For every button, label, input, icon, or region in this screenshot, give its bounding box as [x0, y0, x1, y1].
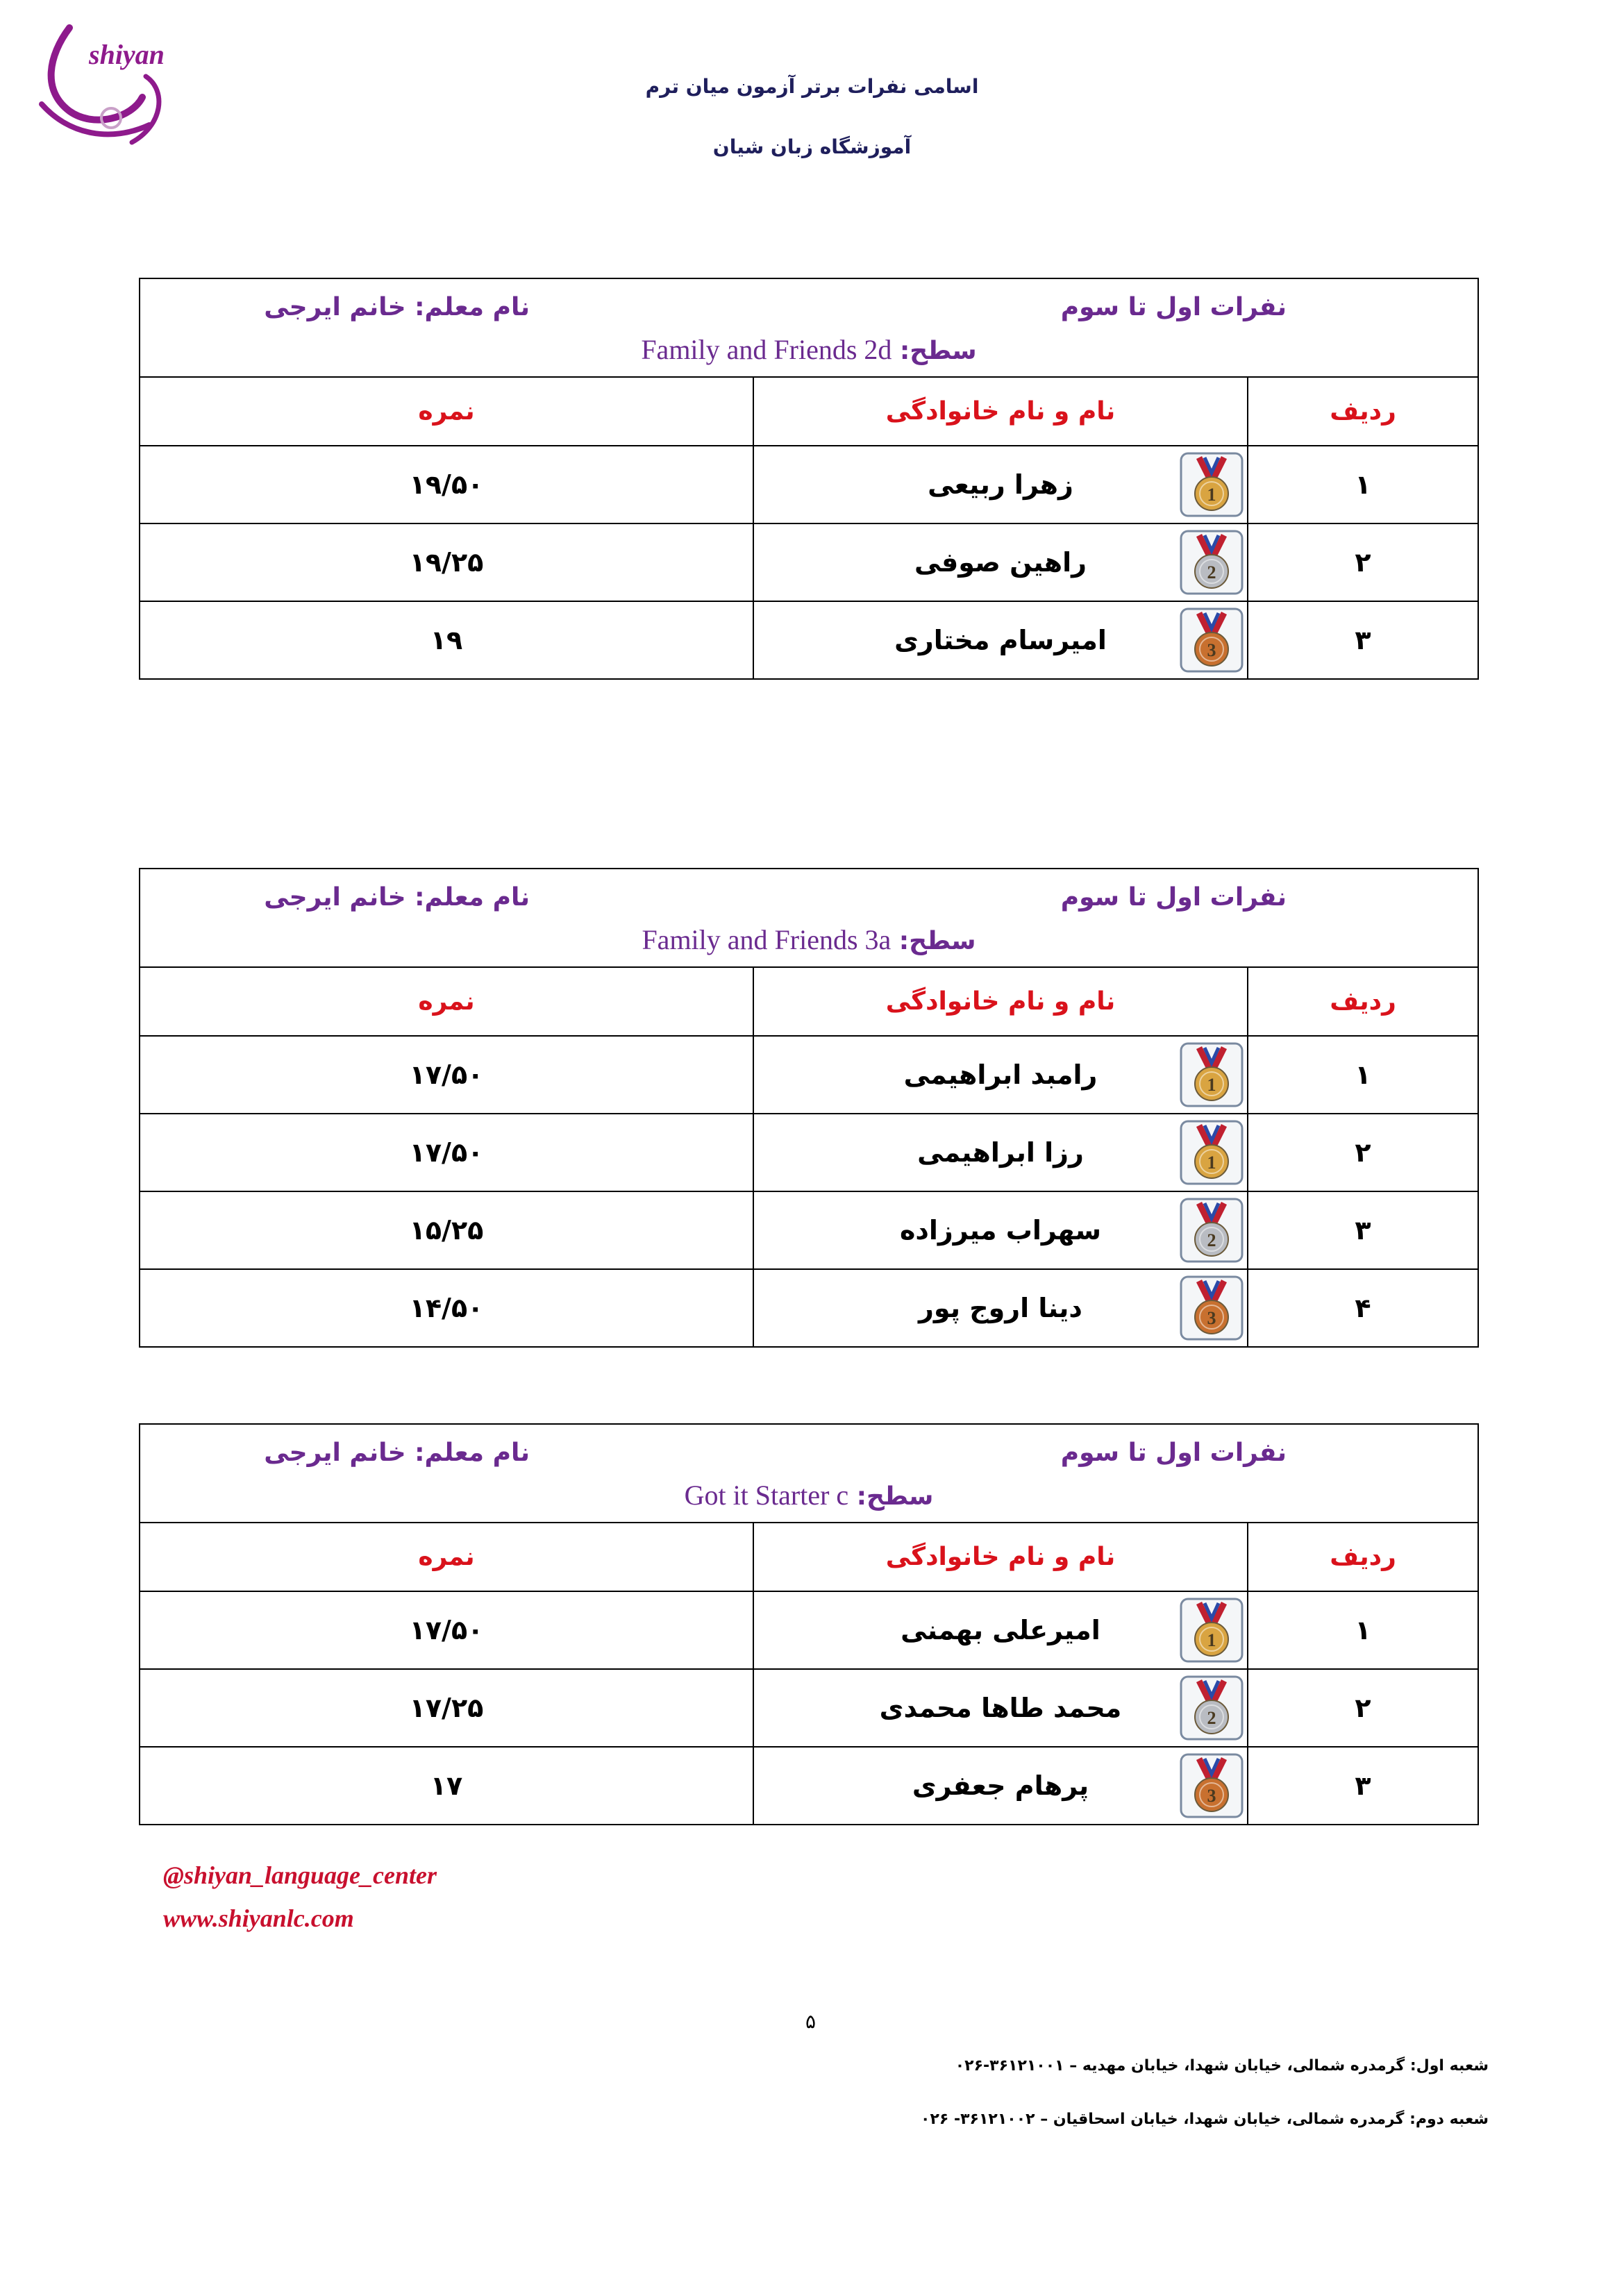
table-row: [140, 1269, 1477, 1346]
ranks-label: نفرات اول تا سوم: [1060, 293, 1287, 321]
column-header-name: نام و نام خانوادگی: [753, 968, 1248, 1036]
ranking-table-2: [139, 868, 1479, 1348]
page-subtitle: آموزشگاه زبان شیان: [712, 135, 912, 158]
column-header-index: ردیف: [1248, 378, 1477, 446]
branch-two-address: شعبه دوم: گرمدره شمالی، خیابان شهدا، خیابان اسحاقیان – ۳۶۱۲۱۰۰۲- ۰۲۶: [921, 2111, 1489, 2128]
level-label: سطح:: [898, 927, 976, 955]
svg-text:2: 2: [1207, 562, 1216, 583]
student-score: ۱۴/۵۰: [140, 1269, 753, 1346]
gold-medal-icon: [1180, 1042, 1244, 1107]
column-header-row: [140, 968, 1477, 1036]
gold-medal-icon: [1180, 1598, 1244, 1663]
student-score: ۱۷/۵۰: [140, 1036, 753, 1114]
row-index: ۳: [1248, 1747, 1477, 1824]
svg-text:1: 1: [1207, 485, 1216, 505]
page-number: ۵: [805, 2010, 817, 2033]
row-index: ۲: [1248, 1114, 1477, 1191]
table-header: [140, 1425, 1477, 1523]
level-value: Got it Starter c: [684, 1480, 849, 1511]
student-score: ۱۷: [140, 1747, 753, 1824]
column-header-name: نام و نام خانوادگی: [753, 378, 1248, 446]
column-header-row: [140, 378, 1477, 446]
silver-medal-icon: [1180, 530, 1244, 595]
row-index: ۳: [1248, 1191, 1477, 1269]
row-index: ۲: [1248, 1669, 1477, 1747]
student-name: سهراب میرزاده: [899, 1215, 1102, 1246]
level-line: [140, 333, 1477, 366]
logo-text: shiyan: [89, 39, 165, 70]
row-index: ۳: [1248, 601, 1477, 678]
page-title: اسامی نفرات برتر آزمون میان ترم: [645, 75, 979, 98]
teacher-name: نام معلم: خانم ایرجی: [264, 293, 530, 321]
student-name: محمد طاها محمدی: [879, 1693, 1122, 1723]
column-header-score: نمره: [418, 987, 475, 1016]
gold-medal-icon: [1180, 1120, 1244, 1185]
website-link[interactable]: www.shiyanlc.com: [163, 1904, 354, 1932]
student-name: امیرعلی بهمنی: [901, 1615, 1100, 1645]
silver-medal-icon: [1180, 1198, 1244, 1263]
table-header: [140, 279, 1477, 378]
table-header: [140, 869, 1477, 968]
student-score: ۱۷/۵۰: [140, 1591, 753, 1669]
column-header-row: [140, 1523, 1477, 1591]
svg-text:2: 2: [1207, 1708, 1216, 1728]
svg-text:1: 1: [1207, 1153, 1216, 1173]
row-index: ۴: [1248, 1269, 1477, 1346]
ranking-table-3: [139, 1423, 1479, 1825]
ranking-grid: [140, 1523, 1477, 1824]
table-row: [140, 446, 1477, 523]
table-row: [140, 1591, 1477, 1669]
row-index: ۲: [1248, 523, 1477, 601]
table-row: [140, 1191, 1477, 1269]
silver-medal-icon: [1180, 1675, 1244, 1741]
student-name: زهرا ربیعی: [928, 469, 1073, 500]
level-line: [140, 923, 1477, 956]
column-header-index: ردیف: [1248, 968, 1477, 1036]
student-name: امیرسام مختاری: [894, 625, 1107, 655]
student-name: رامبد ابراهیمی: [903, 1059, 1098, 1090]
bronze-medal-icon: [1180, 607, 1244, 673]
column-header-score: نمره: [418, 1543, 475, 1571]
svg-text:1: 1: [1207, 1075, 1216, 1095]
level-value: Family and Friends 2d: [641, 334, 892, 365]
student-score: ۱۷/۲۵: [140, 1669, 753, 1747]
student-name: دینا اروج پور: [919, 1293, 1082, 1323]
svg-text:3: 3: [1207, 1308, 1216, 1328]
svg-text:3: 3: [1207, 1786, 1216, 1806]
branch-one-address: شعبه اول: گرمدره شمالی، خیابان شهدا، خیابان مهدیه – ۳۶۱۲۱۰۰۱-۰۲۶: [955, 2057, 1489, 2075]
level-label: سطح:: [856, 1482, 934, 1511]
student-score: ۱۹/۲۵: [140, 523, 753, 601]
level-label: سطح:: [899, 337, 977, 365]
bronze-medal-icon: [1180, 1753, 1244, 1818]
ranks-label: نفرات اول تا سوم: [1060, 1439, 1287, 1467]
column-header-name: نام و نام خانوادگی: [753, 1523, 1248, 1591]
svg-text:2: 2: [1207, 1230, 1216, 1250]
student-name: پرهام جعفری: [912, 1770, 1089, 1801]
table-row: [140, 1114, 1477, 1191]
table-row: [140, 601, 1477, 678]
student-name: راهین صوفی: [914, 547, 1087, 578]
student-score: ۱۷/۵۰: [140, 1114, 753, 1191]
gold-medal-icon: [1180, 452, 1244, 517]
column-header-index: ردیف: [1248, 1523, 1477, 1591]
ranking-grid: [140, 968, 1477, 1346]
level-line: [140, 1479, 1477, 1511]
row-index: ۱: [1248, 446, 1477, 523]
bronze-medal-icon: [1180, 1275, 1244, 1341]
teacher-name: نام معلم: خانم ایرجی: [264, 883, 530, 912]
ranking-table-1: [139, 278, 1479, 680]
svg-text:1: 1: [1207, 1630, 1216, 1650]
instagram-handle[interactable]: @shiyan_language_center: [163, 1861, 437, 1889]
student-name: رزا ابراهیمی: [917, 1137, 1084, 1168]
table-row: [140, 1747, 1477, 1824]
row-index: ۱: [1248, 1591, 1477, 1669]
ranking-grid: [140, 378, 1477, 678]
table-row: [140, 523, 1477, 601]
level-value: Family and Friends 3a: [642, 924, 891, 955]
table-row: [140, 1669, 1477, 1747]
teacher-name: نام معلم: خانم ایرجی: [264, 1439, 530, 1467]
column-header-score: نمره: [418, 397, 475, 426]
svg-text:3: 3: [1207, 640, 1216, 660]
student-score: ۱۹/۵۰: [140, 446, 753, 523]
student-score: ۱۹: [140, 601, 753, 678]
student-score: ۱۵/۲۵: [140, 1191, 753, 1269]
row-index: ۱: [1248, 1036, 1477, 1114]
ranks-label: نفرات اول تا سوم: [1060, 883, 1287, 912]
table-row: [140, 1036, 1477, 1114]
